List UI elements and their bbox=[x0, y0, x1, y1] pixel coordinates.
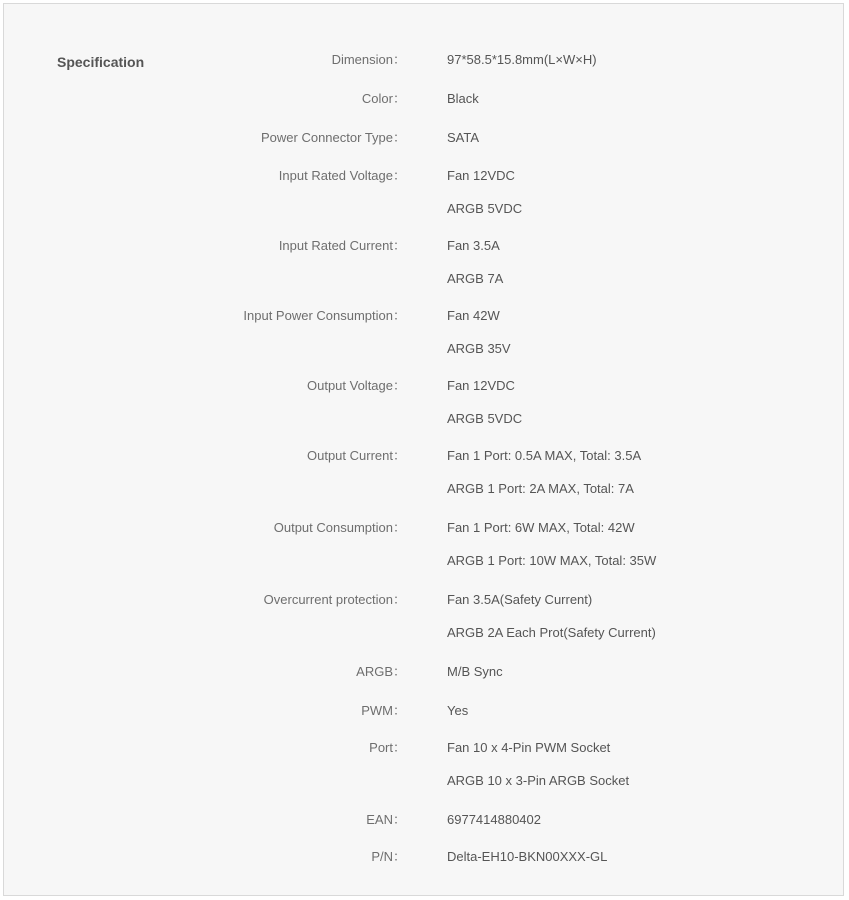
spec-label: PWM： bbox=[361, 703, 406, 718]
spec-value: Fan 1 Port: 6W MAX, Total: 42W bbox=[447, 520, 635, 535]
spec-value: ARGB 5VDC bbox=[447, 411, 523, 426]
spec-value: ARGB 10 x 3-Pin ARGB Socket bbox=[447, 773, 630, 788]
spec-label: Power Connector Type： bbox=[261, 130, 406, 145]
spec-label: P/N： bbox=[371, 849, 406, 864]
spec-value: ARGB 7A bbox=[447, 271, 504, 286]
spec-value: Fan 3.5A bbox=[447, 238, 500, 253]
spec-value: Fan 12VDC bbox=[447, 378, 515, 393]
spec-label: Port： bbox=[369, 740, 406, 755]
spec-value: ARGB 2A Each Prot(Safety Current) bbox=[447, 625, 656, 640]
spec-value: 97*58.5*15.8mm(L×W×H) bbox=[447, 52, 597, 67]
spec-label: Color： bbox=[361, 91, 406, 106]
specification-panel bbox=[3, 3, 844, 896]
spec-value: Fan 3.5A(Safety Current) bbox=[447, 592, 593, 607]
spec-value: ARGB 1 Port: 10W MAX, Total: 35W bbox=[447, 553, 657, 568]
spec-label: Overcurrent protection： bbox=[263, 592, 406, 607]
spec-value: SATA bbox=[447, 130, 480, 145]
spec-value: Fan 12VDC bbox=[447, 168, 515, 183]
spec-value: Delta-EH10-BKN00XXX-GL bbox=[447, 849, 608, 864]
spec-value: ARGB 35V bbox=[447, 341, 511, 356]
spec-value: Fan 10 x 4-Pin PWM Socket bbox=[447, 740, 611, 755]
section-title: Specification bbox=[57, 54, 145, 70]
spec-value: Yes bbox=[447, 703, 469, 718]
spec-value: Fan 42W bbox=[447, 308, 500, 323]
spec-value: Black bbox=[447, 91, 479, 106]
spec-label: Input Rated Current： bbox=[278, 238, 406, 253]
spec-label: Dimension： bbox=[331, 52, 406, 67]
spec-value: ARGB 1 Port: 2A MAX, Total: 7A bbox=[447, 481, 634, 496]
spec-value: M/B Sync bbox=[447, 664, 503, 679]
spec-label: Output Voltage： bbox=[306, 378, 406, 393]
spec-value: Fan 1 Port: 0.5A MAX, Total: 3.5A bbox=[447, 448, 642, 463]
spec-value: ARGB 5VDC bbox=[447, 201, 523, 216]
spec-value: 6977414880402 bbox=[447, 812, 541, 827]
spec-label: Output Consumption： bbox=[273, 520, 406, 535]
spec-label: Input Rated Voltage： bbox=[278, 168, 406, 183]
spec-label: Input Power Consumption： bbox=[243, 308, 406, 323]
spec-label: ARGB： bbox=[356, 664, 406, 679]
spec-label: Output Current： bbox=[307, 448, 406, 463]
spec-label: EAN： bbox=[366, 812, 406, 827]
